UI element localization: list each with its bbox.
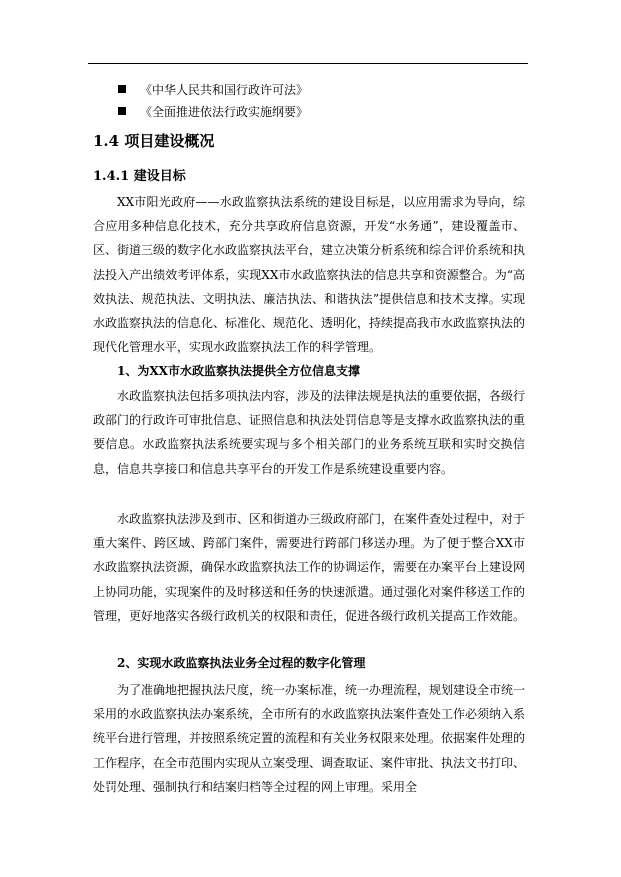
list-item (118, 104, 308, 120)
list-item (118, 82, 308, 98)
paragraph: 水政监察执法包括多项执法内容，涉及的法律法规是执法的重要依据，各级行政部门的行政许可审批信息、证照信息和执法处罚信息等是支撑水政监察执法的重要信息。水政监察执法系统要实现与多个相关部门的业务系统互联和实时交换信息，信息共享接口和信息共享平台的开发工作是系统建设重要内容。 (93, 389, 526, 476)
paragraph: 水政监察执法涉及到市、区和街道办三级政府部门，在案件查处过程中，对于重大案件、跨区域、跨部门案件，需要进行跨部门移送办理。为了便于整合XX市水政监察执法资源，确保水政监察执法工作的协调运作，需要在办案平台上建设网上协同功能，实现案件的及时移送和任务的快速派遣。通过强化对案件移送工作的管理，更好地落实各级行政机关的权限和责任，促进各级行政机关提高工作效能。 (93, 512, 526, 623)
square-bullet-icon (118, 107, 126, 115)
square-bullet-icon (118, 85, 126, 93)
section-heading: 1.4 项目建设概况 (93, 132, 215, 150)
bullet-text: 《全面推进依法行政实施纲要》 (140, 105, 309, 119)
subsection-heading: 1.4.1 建设目标 (93, 169, 186, 184)
paragraph: XX市阳光政府——水政监察执法系统的建设目标是，以应用需求为导向，综合应用多种信息化技术，充分共享政府信息资源，开发“水务通”，建设覆盖市、区、街道三级的数字化水政监察执法平台，建立决策分析系统和综合评价系统和执法投入产出绩效考评体系，实现XX市水政监察执法的信息共享和资源整合。为“高效执法、规范执法、文明执法、廉洁执法、和谐执法”提供信息和技术支撑。实现水政监察执法的信息化、标准化、规范化、透明化，持续提高我市水政监察执法的现代化管理水平，实现水政监察执法工作的科学管理。 (93, 195, 526, 355)
numbered-subheading: 2、实现水政监察执法业务全过程的数字化管理 (117, 656, 366, 670)
bullet-text: 《中华人民共和国行政许可法》 (140, 83, 309, 97)
paragraph: 为了准确地把握执法尺度，统一办案标准，统一办理流程，规划建设全市统一采用的水政监察执法办案系统，全市所有的水政监察执法案件查处工作必须纳入系统平台进行管理，并按照系统定置的流程和有关业务权限来处理。依据案件处理的工作程序，在全市范围内实现从立案受理、调查取证、案件审批、执法文书打印、处罚处理、强制执行和结案归档等全过程的网上审理。采用全 (93, 683, 526, 794)
numbered-subheading: 1、为XX市水政监察执法提供全方位信息支撑 (117, 364, 360, 378)
header-rule (88, 63, 528, 64)
